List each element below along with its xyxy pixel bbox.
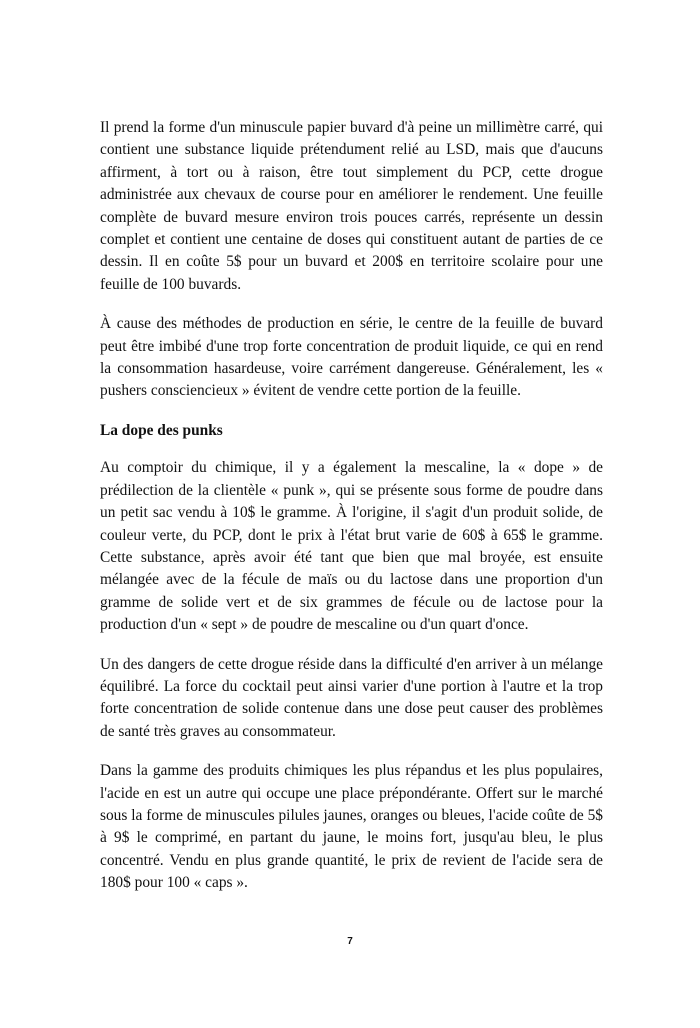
- page-body: [100, 117, 603, 912]
- paragraph-dangers: Un des dangers de cette drogue réside dans la difficulté d'en arriver à un mélange équilibré. La force du cocktail peut ainsi varier d'une portion à l'autre et la trop forte concentration de solide contenue dans une dose peut causer des problèmes de santé très graves au consommateur.: [100, 655, 603, 740]
- paragraph-mass-production: À cause des méthodes de production en série, le centre de la feuille de buvard peut être imbibé d'une trop forte concentration de produit liquide, ce qui en rend la consommation hasardeuse, voire carrément dangereuse. Généralement, les « pushers consciencieux » évitent de vendre cette portion de la feuille.: [100, 315, 603, 400]
- section-heading: La dope des punks: [100, 421, 223, 439]
- paragraph-acid: Dans la gamme des produits chimiques les plus répandus et les plus populaires, l'acide en est un autre qui occupe une place prépondérante. Offert sur le marché sous la forme de minuscules pilules jaunes, oranges ou bleues, l'acide coûte de 5$ à 9$ le comprimé, en partant du jaune, le moins fort, jusqu'au bleu, le plus concentré. Vendu en plus grande quantité, le prix de revient de l'acide sera de 180$ pour 100 « caps ».: [100, 762, 603, 892]
- paragraph-mescaline: Au comptoir du chimique, il y a également la mescaline, la « dope » de prédilection de la clientèle « punk », qui se présente sous forme de poudre dans un petit sac vendu à 10$ le gramme. À l'origine, il s'agit d'un produit solide, de couleur verte, du PCP, dont le prix à l'état brut varie de 60$ à 65$ le gramme. Cette substance, après avoir été tant que bien que mal broyée, est ensuite mélangée avec de la fécule de maïs ou du lactose dans une proportion d'un gramme de solide vert et de six grammes de fécule ou de lactose pour la production d'un « sept » de poudre de mescaline ou d'un quart d'once.: [100, 459, 603, 634]
- page-number: 7: [347, 936, 353, 947]
- paragraph-blotter-description: Il prend la forme d'un minuscule papier buvard d'à peine un millimètre carré, qui contient une substance liquide prétendument relié au LSD, mais que d'aucuns affirment, à tort ou à raison, être tout simplement du PCP, cette drogue administrée aux chevaux de course pour en améliorer le rendement. Une feuille complète de buvard mesure environ trois pouces carrés, représente un dessin complet et contient une centaine de doses qui constituent autant de parties de ce dessin. Il en coûte 5$ pour un buvard et 200$ en territoire scolaire pour une feuille de 100 buvards.: [100, 119, 603, 293]
